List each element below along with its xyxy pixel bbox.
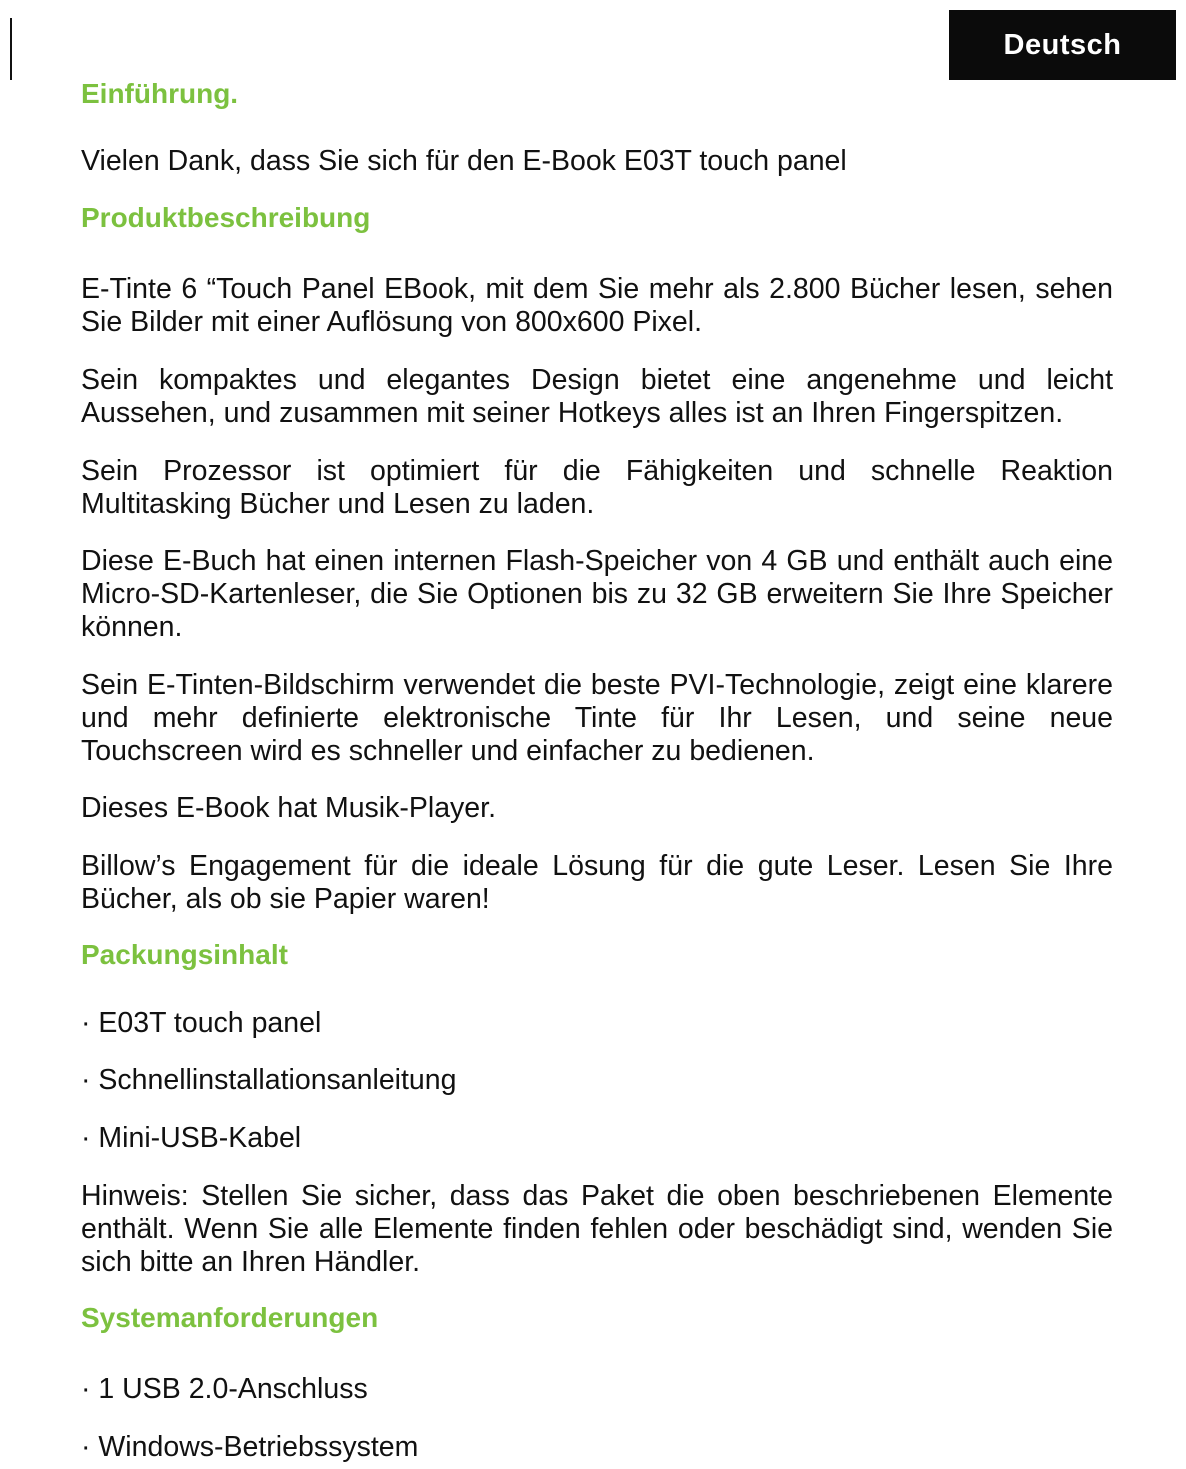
product-paragraph-3: Sein Prozessor ist optimiert für die Fähigkeiten und schnelle Reaktion Multitasking Bücher und Lesen zu laden.: [81, 455, 1113, 520]
package-item: · Mini-USB-Kabel: [81, 1122, 302, 1154]
product-paragraph-6: Dieses E-Book hat Musik-Player.: [81, 792, 496, 824]
product-paragraph-4: Diese E-Buch hat einen internen Flash-Speicher von 4 GB und enthält auch eine Micro-SD-Kartenleser, die Sie Optionen bis zu 32 GB erweitern Sie Ihre Speicher können.: [81, 545, 1113, 643]
system-requirement-item: · Windows-Betriebssystem: [81, 1431, 419, 1463]
product-paragraph-2: Sein kompaktes und elegantes Design bietet eine angenehme und leicht Aussehen, und zusammen mit seiner Hotkeys alles ist an Ihren Fingerspitzen.: [81, 364, 1113, 429]
heading-product-description: Produktbeschreibung: [81, 202, 371, 233]
margin-rule: [10, 18, 12, 80]
language-tab: Deutsch: [949, 10, 1176, 80]
package-item: · E03T touch panel: [81, 1007, 322, 1039]
intro-text: Vielen Dank, dass Sie sich für den E-Book E03T touch panel: [81, 145, 847, 177]
heading-package-contents: Packungsinhalt: [81, 939, 288, 970]
product-paragraph-7: Billow’s Engagement für die ideale Lösung für die gute Leser. Lesen Sie Ihre Bücher, als ob sie Papier waren!: [81, 850, 1113, 915]
system-requirement-item: · 1 USB 2.0-Anschluss: [81, 1373, 368, 1405]
heading-system-requirements: Systemanforderungen: [81, 1302, 379, 1333]
package-note: Hinweis: Stellen Sie sicher, dass das Paket die oben beschriebenen Elemente enthält. Wenn Sie alle Elemente finden fehlen oder beschädigt sind, wenden Sie sich bitte an Ihren Händler.: [81, 1180, 1113, 1278]
product-paragraph-5: Sein E-Tinten-Bildschirm verwendet die beste PVI-Technologie, zeigt eine klarere und mehr definierte elektronische Tinte für Ihr Lesen, und seine neue Touchscreen wird es schneller und einfacher zu bedienen.: [81, 669, 1113, 767]
package-item: · Schnellinstallationsanleitung: [81, 1064, 457, 1096]
product-paragraph-1: E-Tinte 6 “Touch Panel EBook, mit dem Sie mehr als 2.800 Bücher lesen, sehen Sie Bilder mit einer Auflösung von 800x600 Pixel.: [81, 273, 1113, 338]
heading-introduction: Einführung.: [81, 78, 239, 109]
